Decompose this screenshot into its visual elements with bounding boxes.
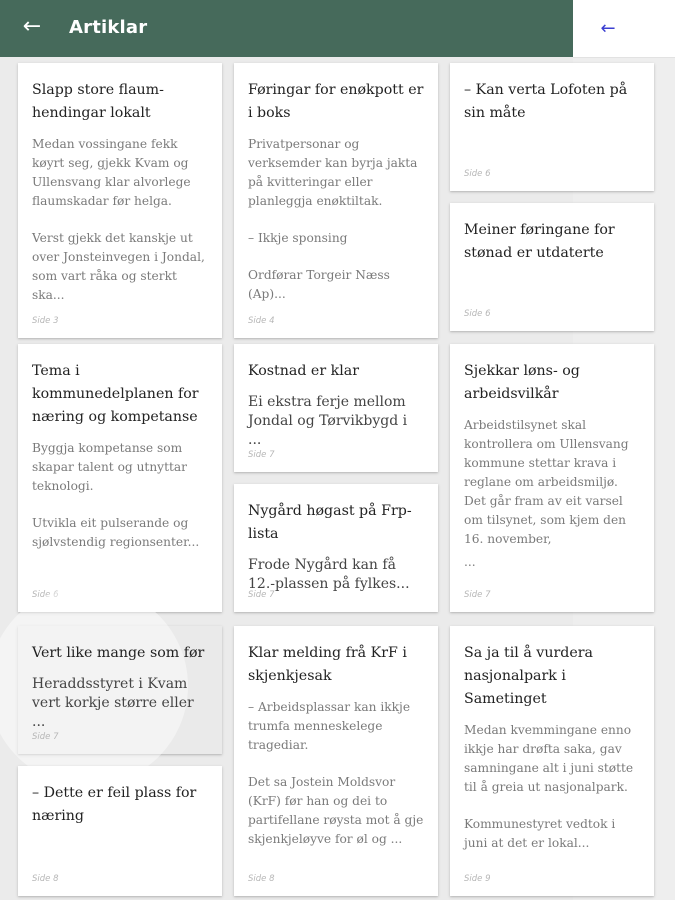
side-panel-header: [573, 0, 675, 58]
excerpt-paragraph: – Arbeidsplassar kan ikkje trumfa menneskelege tragediar.: [248, 700, 411, 752]
page-title: Artiklar: [69, 17, 148, 38]
excerpt-paragraph: Arbeidstilsynet skal kontrollera om Ullensvang kommune stettar krava i reglane om arbeidsmiljø. Det går fram av eit varsel om tilsynet, som kjem den 16. november,: [464, 418, 629, 546]
article-excerpt: [464, 721, 640, 853]
page-number: Side 7: [32, 732, 59, 742]
article-title: Nygård høgast på Frp-lista: [248, 503, 412, 542]
excerpt-paragraph: Utvikla eit pulserande og sjølvstendig regionsenter...: [32, 516, 200, 549]
excerpt-paragraph: – Ikkje sponsing: [248, 231, 348, 245]
article-title: – Kan verta Lofoten på sin måte: [464, 82, 628, 121]
page-number: Side 7: [248, 590, 275, 600]
page-number: Side 9: [464, 874, 491, 884]
page-number: Side 6: [32, 590, 59, 600]
article-card[interactable]: [234, 484, 438, 612]
article-card[interactable]: [450, 203, 654, 331]
excerpt-paragraph: Medan vossingane fekk køyrt seg, gjekk Kvam og Ullensvang klar alvorlege flaumskadar før helga.: [32, 137, 191, 208]
article-card[interactable]: [450, 63, 654, 191]
page-number: Side 4: [248, 316, 275, 326]
article-title: Sa ja til å vurdera nasjonalpark i Sametinget: [464, 645, 593, 707]
article-excerpt: [248, 135, 424, 304]
article-title: Tema i kommunedelplanen for næring og kompetanse: [32, 363, 199, 425]
panel-back-arrow-icon[interactable]: ←: [600, 17, 616, 39]
excerpt-paragraph: Kommunestyret vedtok i juni at det er lokal...: [464, 817, 616, 850]
excerpt-paragraph: Det sa Jostein Moldsvor (KrF) før han og dei to partifellane røysta mot å gje skjenkjeløyve for øl og ...: [248, 775, 424, 846]
article-card[interactable]: [234, 626, 438, 896]
article-title: Meiner føringane for stønad er utdaterte: [464, 222, 615, 261]
excerpt-paragraph: ...: [464, 555, 476, 569]
article-card[interactable]: [450, 626, 654, 896]
article-excerpt: [248, 698, 424, 849]
article-excerpt: [32, 135, 208, 305]
article-excerpt: Ei ekstra ferje mellom Jondal og Tørvikbygd i ...: [248, 394, 408, 448]
article-card[interactable]: [18, 766, 222, 896]
article-title: Klar melding frå KrF i skjenkjesak: [248, 645, 407, 684]
article-card[interactable]: [18, 344, 222, 612]
excerpt-paragraph: Medan kvemmingane enno ikkje har drøfta saka, gav samningane alt i juni støtte til å greia ut nasjonalpark.: [464, 723, 634, 794]
article-card[interactable]: [18, 626, 222, 754]
article-title: Vert like mange som før: [32, 645, 205, 661]
app-bar: [0, 0, 573, 57]
article-card[interactable]: [234, 63, 438, 338]
article-title: Slapp store flaum-hendingar lokalt: [32, 82, 164, 121]
article-excerpt: [464, 416, 640, 572]
article-title: Sjekkar løns- og arbeidsvilkår: [464, 363, 580, 402]
page-number: Side 7: [248, 450, 275, 460]
excerpt-paragraph: Ordførar Torgeir Næss (Ap)...: [248, 268, 390, 301]
article-card[interactable]: [450, 344, 654, 612]
excerpt-paragraph: Privatpersonar og verksemder kan byrja jakta på kvitteringar eller planleggja enøktiltak.: [248, 137, 418, 208]
excerpt-paragraph: Verst gjekk det kanskje ut over Jonsteinvegen i Jondal, som vart råka og sterkt ska...: [32, 231, 205, 302]
article-card[interactable]: [18, 63, 222, 338]
article-excerpt: [32, 439, 208, 552]
article-title: Kostnad er klar: [248, 363, 359, 379]
article-grid: [0, 57, 634, 900]
page-number: Side 8: [248, 874, 275, 884]
page-number: Side 6: [464, 169, 491, 179]
page-number: Side 3: [32, 316, 59, 326]
article-card[interactable]: [234, 344, 438, 472]
page-number: Side 8: [32, 874, 59, 884]
article-title: Føringar for enøkpott er i boks: [248, 82, 424, 121]
page-number: Side 6: [464, 309, 491, 319]
excerpt-paragraph: Byggja kompetanse som skapar talent og utnyttar teknologi.: [32, 441, 187, 493]
page-number: Side 7: [464, 590, 491, 600]
article-title: – Dette er feil plass for næring: [32, 785, 197, 824]
article-excerpt: Frode Nygård kan få 12.-plassen på fylkes...: [248, 557, 410, 592]
back-arrow-icon[interactable]: ←: [22, 14, 42, 39]
article-excerpt: Heraddsstyret i Kvam vert korkje større eller ...: [32, 676, 194, 730]
